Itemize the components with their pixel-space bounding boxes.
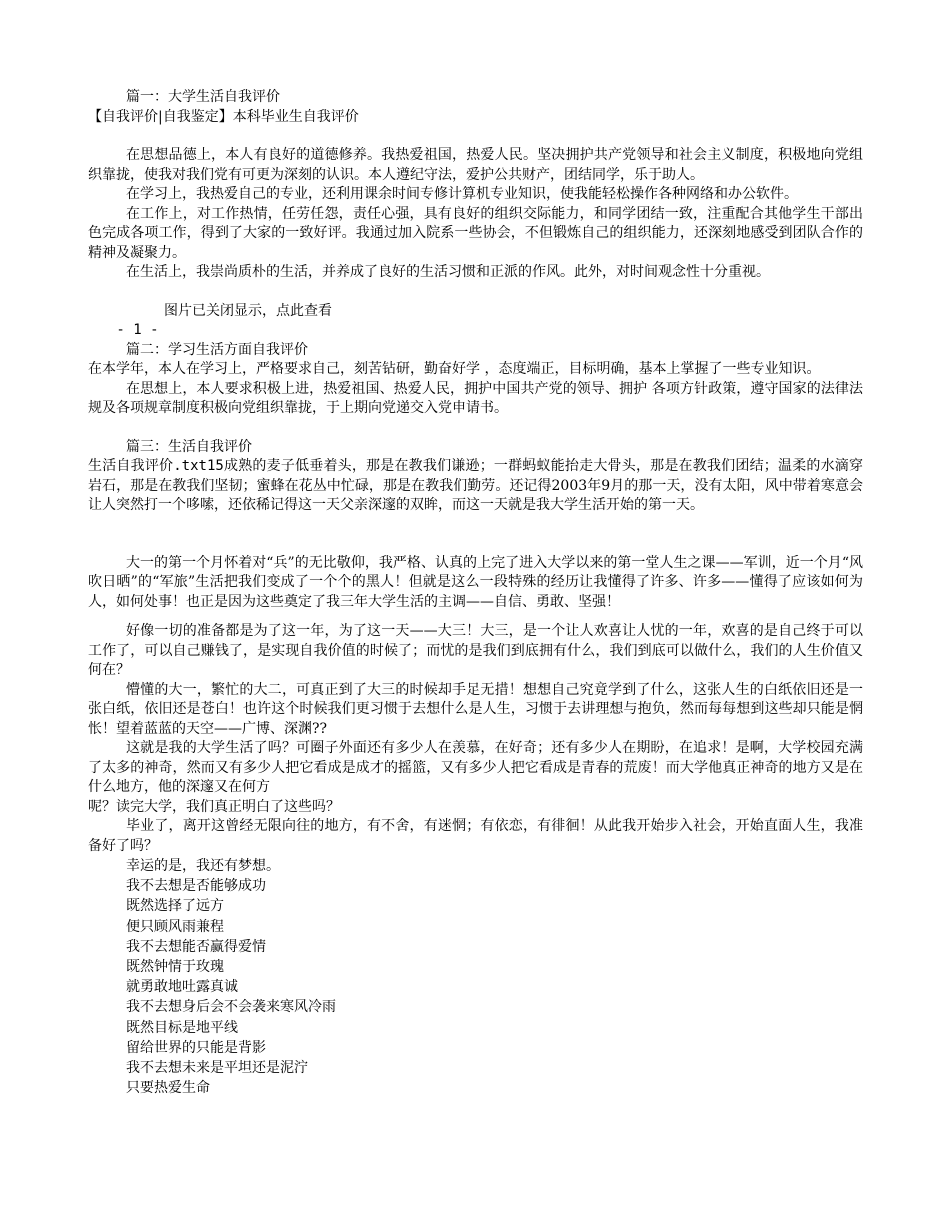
section3-title: 篇三：生活自我评价: [126, 438, 252, 455]
image-hidden-link[interactable]: 图片已关闭显示，点此查看: [164, 302, 332, 319]
paragraph: 这就是我的大学生活了吗？可圈子外面还有多少人在羡慕，在好奇；还有多少人在期盼，在追求！是啊，大学校园充满了太多的神奇，然而又有多少人把它看成是成才的摇篮，又有多少人把它看成是青春的荒废！而大学他真正神奇的地方又是在什么地方，他的深邃又在何方: [88, 740, 863, 795]
poem-line: 我不去想能否赢得爱情: [126, 938, 266, 955]
paragraph: [88, 457, 863, 516]
paragraph: 呢？读完大学，我们真正明白了这些吗？: [88, 798, 340, 815]
paragraph: 大一的第一个月怀着对“兵”的无比敬仰，我严格、认真的上完了进入大学以来的第一堂人生之课——军训，近一个月“风吹日晒”的“军旅”生活把我们变成了一个个的黑人！但就是这么一段特殊的经历让我懂得了许多、许多——懂得了应该如何为人，如何处事！也正是因为这些奠定了我三年大学生活的主调——自信、勇敢、坚强！: [88, 554, 863, 610]
paragraph: 在思想品德上，本人有良好的道德修养。我热爱祖国，热爱人民。坚决拥护共产党领导和社会主义制度，积极地向党组织靠拢，使我对我们党有可更为深刻的认识。本人遵纪守法，爱护公共财产，团结同学，乐于助人。: [88, 147, 863, 183]
filename-text: 生活自我评价.txt15: [88, 458, 224, 474]
poem-line: 我不去想是否能够成功: [126, 878, 266, 895]
intro-text: 成熟的麦子低垂着头，那是在教我们谦逊；一群蚂蚁能抬走大骨头，那是在教我们团结；温柔的水滴穿岩石，那是在教我们坚韧；蜜蜂在花丛中忙碌，那是在教我们勤劳。还记得2003年9月的那一天，没有太阳，风中带着寒意会让人突然打一个哆嗦，还依稀记得这一天父亲深邃的双眸，而这一天就是我大学生活开始的第一天。: [88, 458, 864, 513]
paragraph: 在工作上，对工作热情，任劳任怨，责任心强，具有良好的组织交际能力，和同学团结一致，注重配合其他学生干部出色完成各项工作，得到了大家的一致好评。我通过加入院系一些协会，不但锻炼自己的组织能力，还深刻地感受到团队合作的精神及凝聚力。: [88, 205, 863, 261]
poem-line: 既然目标是地平线: [126, 1019, 238, 1036]
document-page: [88, 88, 863, 1098]
poem-line: 幸运的是，我还有梦想。: [126, 858, 280, 874]
poem-line: 留给世界的只能是背影: [126, 1039, 266, 1056]
poem-line: 我不去想未来是平坦还是泥泞: [126, 1060, 308, 1077]
poem-line: 就勇敢地吐露真诚: [126, 979, 238, 996]
section1-title: 篇一：大学生活自我评价: [126, 89, 280, 105]
paragraph: 在本学年，本人在学习上，严格要求自己，刻苦钻研，勤奋好学 ，态度端正，目标明确，基本上掌握了一些专业知识。: [88, 361, 821, 377]
paragraph: 在学习上，我热爱自己的专业，还利用课余时间专修计算机专业知识，使我能轻松操作各种网络和办公软件。: [126, 186, 798, 202]
section1-subtitle: 【自我评价|自我鉴定】本科毕业生自我评价: [88, 108, 359, 125]
paragraph: 懵懂的大一，繁忙的大二，可真正到了大三的时候却手足无措！想想自己究竟学到了什么，这张人生的白纸依旧还是一张白纸，依旧还是苍白！也许这个时候我们更习惯于去想什么是人生，习惯于去讲理想与抱负，然而每每想到这些却只能是惘怅！望着蓝蓝的天空——广博、深渊??: [88, 681, 863, 737]
paragraph: 在生活上，我崇尚质朴的生活，并养成了良好的生活习惯和正派的作风。此外，对时间观念性十分重视。: [126, 264, 770, 280]
paragraph: 在思想上，本人要求积极上进，热爱祖国、热爱人民，拥护中国共产党的领导、拥护 各项方针政策，遵守国家的法律法规及各项规章制度积极向党组织靠拢，于上期向党递交入党申请书。: [88, 380, 863, 416]
paragraph: 好像一切的准备都是为了这一年，为了这一天——大三！大三，是一个让人欢喜让人忧的一年，欢喜的是自己终于可以工作了，可以自己赚钱了，是实现自我价值的时候了；而忧的是我们到底拥有什么，我们到底可以做什么，我们的人生价值又何在？: [88, 623, 863, 678]
paragraph: 毕业了，离开这曾经无限向往的地方，有不舍，有迷惘；有依恋，有徘徊！从此我开始步入社会，开始直面人生，我准备好了吗？: [88, 818, 863, 854]
poem-line: 便只顾风雨兼程: [126, 918, 224, 935]
section2-title: 篇二：学习生活方面自我评价: [126, 341, 308, 358]
poem-line: 既然钟情于玫瑰: [126, 959, 224, 976]
page-number: - 1 -: [108, 322, 159, 338]
poem-line: 只要热爱生命: [126, 1080, 210, 1097]
poem-line: 既然选择了远方: [126, 898, 224, 915]
poem-line: 我不去想身后会不会袭来寒风冷雨: [126, 999, 336, 1016]
